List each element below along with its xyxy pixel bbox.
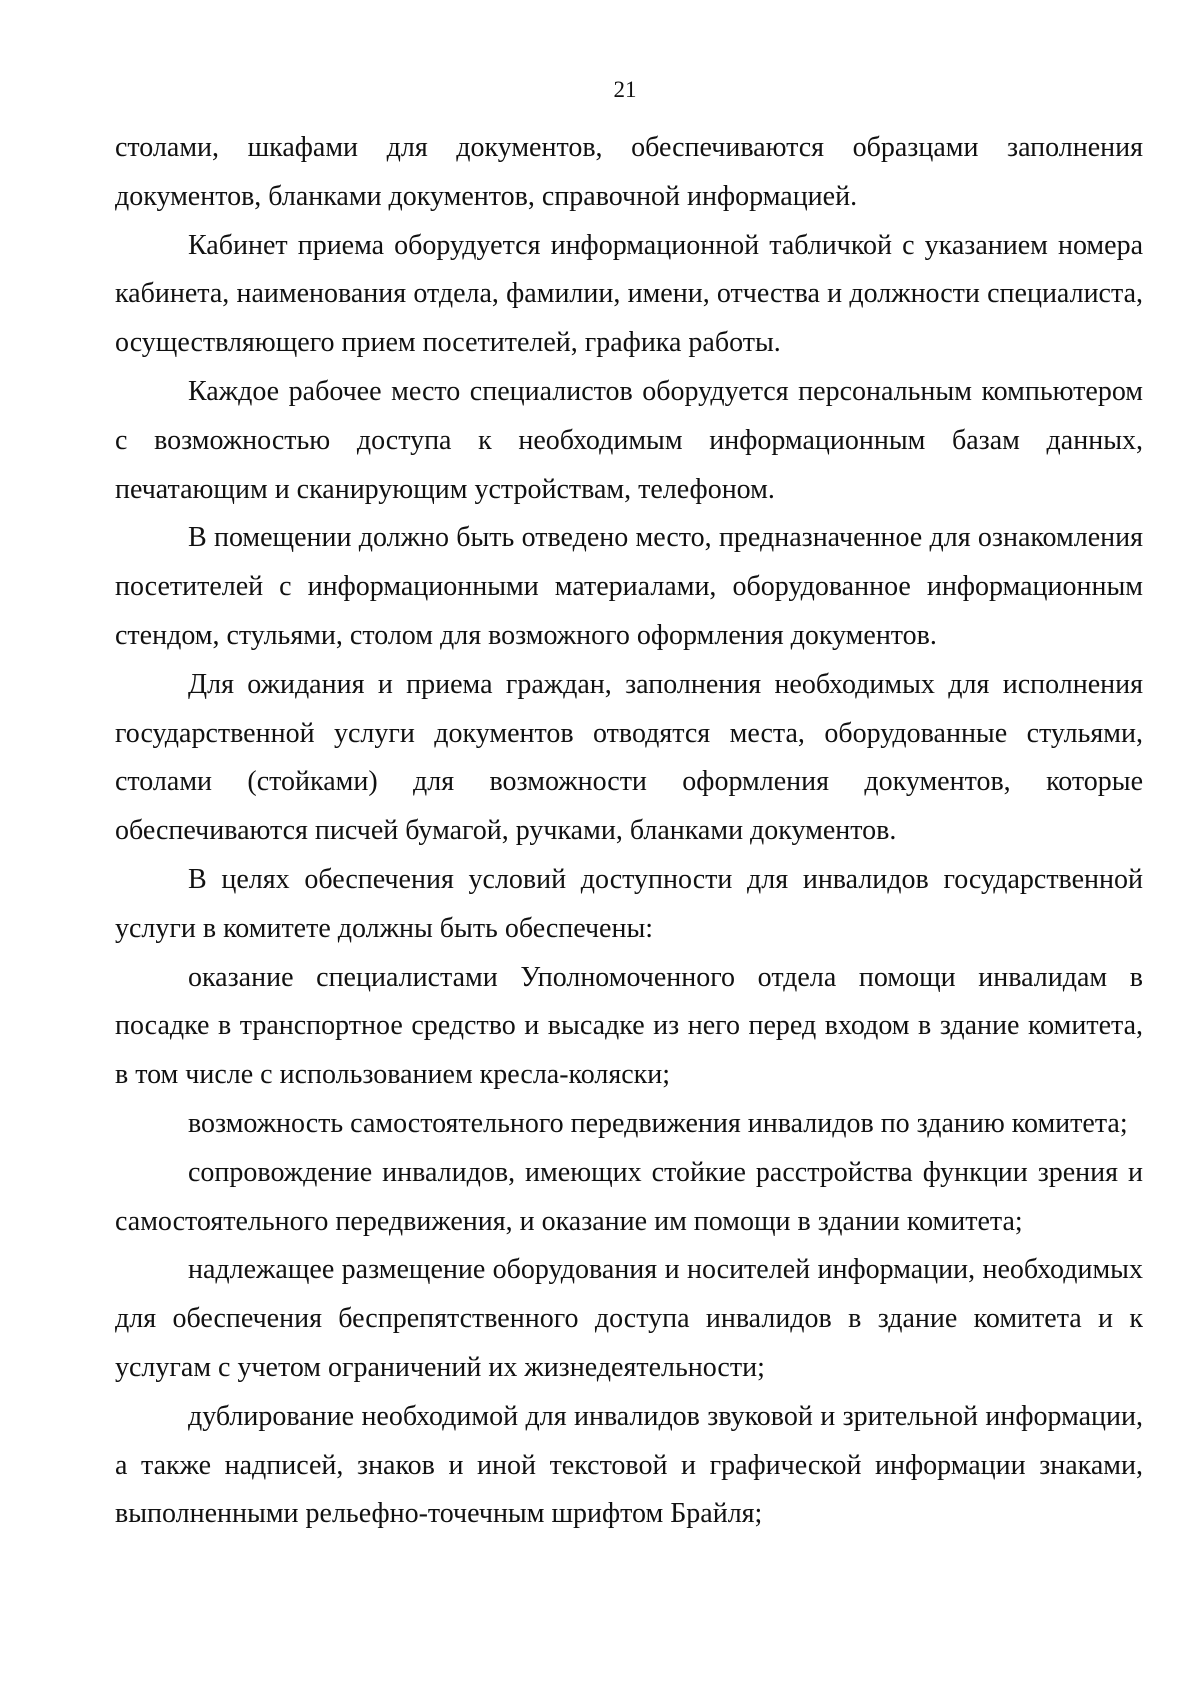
page-number: 21	[613, 77, 637, 102]
paragraph-accessibility-intro: В целях обеспечения условий доступности для инвалидов государственной услуги в комитете должны быть обеспечены:	[115, 863, 1143, 944]
paragraph-reception-office-sign: Кабинет приема оборудуется информационной табличкой с указанием номера кабинета, наименования отдела, фамилии, имени, отчества и должности специалиста, осуществляющего прием посетителей, графика работы.	[115, 229, 1143, 359]
document-body	[115, 124, 1143, 1539]
list-item-equipment-placement: надлежащее размещение оборудования и носителей информации, необходимых для обеспечения беспрепятственного доступа инвалидов в здание комитета и к услугам с учетом ограничений их жизнедеятельности;	[115, 1254, 1143, 1383]
list-item-boarding-assistance: оказание специалистами Уполномоченного отдела помощи инвалидам в посадке в транспортное средство и высадке из него перед входом в здание комитета, в том числе с использованием кресла-коляски;	[115, 961, 1143, 1091]
list-item-braille-duplication: дублирование необходимой для инвалидов звуковой и зрительной информации, а также надписей, знаков и иной текстовой и графической информации знаками, выполненными рельефно-точечным шрифтом Брайля;	[115, 1400, 1143, 1530]
list-item-independent-movement: возможность самостоятельного передвижения инвалидов по зданию комитета;	[188, 1107, 1128, 1139]
paragraph-waiting-area: Для ожидания и приема граждан, заполнения необходимых для исполнения государственной услуги документов отводятся места, оборудованные стульями, столами (стойками) для возможности оформления документов, которые обеспечиваются писчей бумагой, ручками, бланками документов.	[115, 668, 1143, 847]
paragraph-continued: столами, шкафами для документов, обеспечиваются образцами заполнения документов, бланками документов, справочной информацией.	[115, 132, 1143, 212]
paragraph-information-stand: В помещении должно быть отведено место, предназначенное для ознакомления посетителей с информационными материалами, оборудованное информационным стендом, стульями, столом для возможного оформления документов.	[115, 522, 1143, 651]
paragraph-workplace-equipment: Каждое рабочее место специалистов оборудуется персональным компьютером с возможностью доступа к необходимым информационным базам данных, печатающим и сканирующим устройствам, телефоном.	[115, 375, 1143, 505]
list-item-escort: сопровождение инвалидов, имеющих стойкие расстройства функции зрения и самостоятельного передвижения, и оказание им помощи в здании комитета;	[115, 1156, 1143, 1237]
